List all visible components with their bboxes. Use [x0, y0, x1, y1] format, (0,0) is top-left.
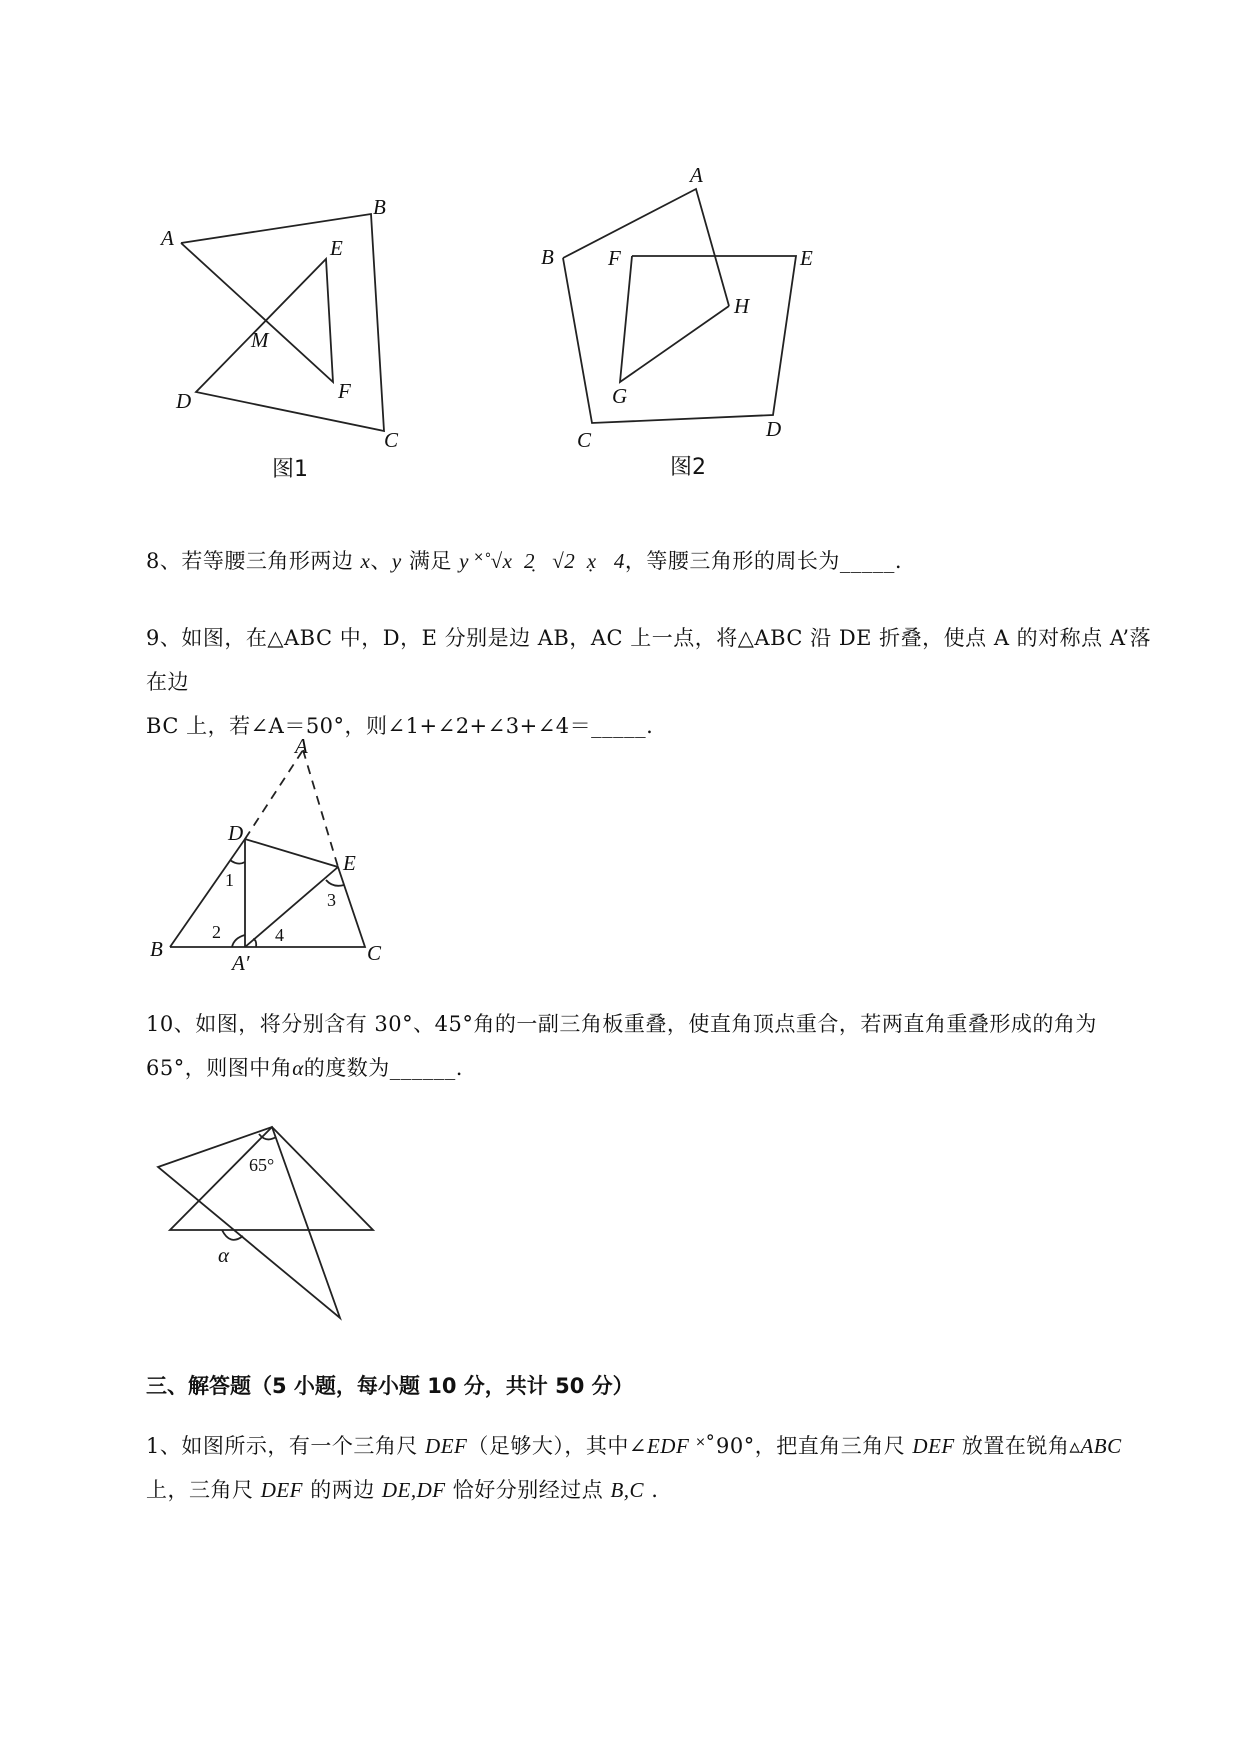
fig9-label-e: E — [343, 851, 356, 875]
q8-prefix: 8、若等腰三角形两边 — [146, 549, 361, 573]
fig9-label-a-prime: A′ — [232, 951, 250, 975]
s1-l2d: . — [644, 1478, 659, 1502]
q9-line-1: 9、如图，在△ABC 中，D，E 分别是边 AB，AC 上一点，将△ABC 沿 DE 折叠，使点 A 的对称点 A’落在边 — [146, 626, 1152, 694]
fig9-arc-3 — [326, 880, 344, 886]
figure-1-lines — [181, 214, 384, 431]
figure-10 — [150, 1120, 390, 1330]
figure-1 — [150, 190, 410, 490]
fig2-abh — [563, 189, 729, 306]
fig1-label-d: D — [176, 389, 192, 413]
figure-10-svg — [150, 1120, 390, 1330]
fig2-label-c: C — [577, 428, 592, 452]
fig9-arc-1 — [230, 860, 245, 864]
section-3-title: 三、解答题（5 小题，每小题 10 分，共计 50 分） — [146, 1374, 634, 1398]
q8-x: x — [360, 549, 371, 573]
fig2-caption: 图2 — [670, 455, 706, 480]
q8-suffix: ，等腰三角形的周长为_____. — [624, 549, 903, 573]
fig2-fgh — [620, 256, 729, 382]
fig2-label-b: B — [541, 245, 554, 269]
solution-question-1 — [146, 1424, 1156, 1512]
fig1-label-m: M — [251, 328, 269, 352]
s1-triangle: ▵ABC — [1069, 1434, 1122, 1458]
s1-l1a: 1、如图所示，有一个三角尺 — [146, 1434, 426, 1458]
fig9-angle-3: 3 — [327, 890, 336, 910]
fig9-label-d: D — [228, 821, 244, 845]
fig10-triangle-45 — [170, 1127, 373, 1230]
fig1-label-b: B — [373, 195, 386, 219]
q8-y: y — [391, 549, 402, 573]
s1-l2a: 上，三角尺 — [146, 1478, 261, 1502]
q8-equation: y ˟˚√x 2̣ √2 x̣ 4 — [459, 549, 625, 573]
q10-line-2b: 的度数为______. — [303, 1056, 463, 1080]
fig10-label-alpha: α — [218, 1243, 230, 1267]
q10-line-1: 10、如图，将分别含有 30°、45°角的一副三角板重叠，使直角顶点重合，若两直角重叠形成的角为 — [146, 1012, 1097, 1036]
question-8 — [146, 539, 1156, 583]
q10-line-2a: 65°，则图中角 — [146, 1056, 293, 1080]
fig2-label-g: G — [612, 384, 628, 408]
s1-def-3: DEF — [260, 1478, 304, 1502]
fig2-label-e: E — [800, 246, 813, 270]
figure-9 — [145, 730, 405, 980]
figure-2 — [535, 160, 835, 490]
s1-l1c: ˟˚90°，把直角三角尺 — [689, 1434, 913, 1458]
q9-line-2: BC 上，若∠A＝50°，则∠1+∠2+∠3+∠4＝_____. — [146, 714, 654, 738]
fig9-ae-line — [245, 867, 338, 947]
q10-alpha: α — [292, 1056, 304, 1080]
q8-mid: 满足 — [401, 549, 460, 573]
fig9-angle-4: 4 — [275, 925, 284, 945]
fig9-label-c: C — [367, 941, 382, 965]
fig2-label-d: D — [766, 417, 782, 441]
question-10 — [146, 1002, 1156, 1090]
s1-edf: EDF — [646, 1434, 690, 1458]
fig9-dashed-ad — [245, 750, 303, 839]
figure-9-svg — [145, 730, 405, 980]
fig1-label-f: F — [338, 379, 351, 403]
figure-2-svg — [535, 160, 835, 490]
fig2-label-h: H — [734, 294, 750, 318]
fig10-label-65: 65° — [249, 1155, 275, 1175]
fig2-label-f: F — [608, 246, 621, 270]
figure-1-svg — [150, 190, 410, 490]
s1-l2c: 恰好分别经过点 — [445, 1478, 611, 1502]
fig1-label-e: E — [330, 236, 343, 260]
s1-def-1: DEF — [425, 1434, 468, 1458]
s1-l1b: （足够大），其中∠ — [467, 1434, 647, 1458]
fig1-label-a: A — [161, 226, 174, 250]
question-9 — [146, 616, 1156, 748]
q8-sep: 、 — [370, 549, 392, 573]
fig9-dashed-ae — [303, 750, 338, 867]
fig1-caption: 图1 — [272, 457, 308, 482]
s1-l1d: 放置在锐角 — [954, 1434, 1070, 1458]
fig9-label-a: A — [295, 734, 308, 758]
s1-def-2: DEF — [912, 1434, 955, 1458]
fig9-angle-2: 2 — [212, 922, 221, 942]
s1-bc: B,C — [610, 1478, 645, 1502]
fig2-label-a: A — [690, 163, 703, 187]
fig9-label-b: B — [150, 937, 163, 961]
s1-de-df: DE,DF — [381, 1478, 446, 1502]
s1-l2b: 的两边 — [303, 1478, 382, 1502]
fig9-arc-2 — [232, 935, 245, 947]
fig1-label-c: C — [384, 428, 399, 452]
fig9-angle-1: 1 — [225, 870, 234, 890]
